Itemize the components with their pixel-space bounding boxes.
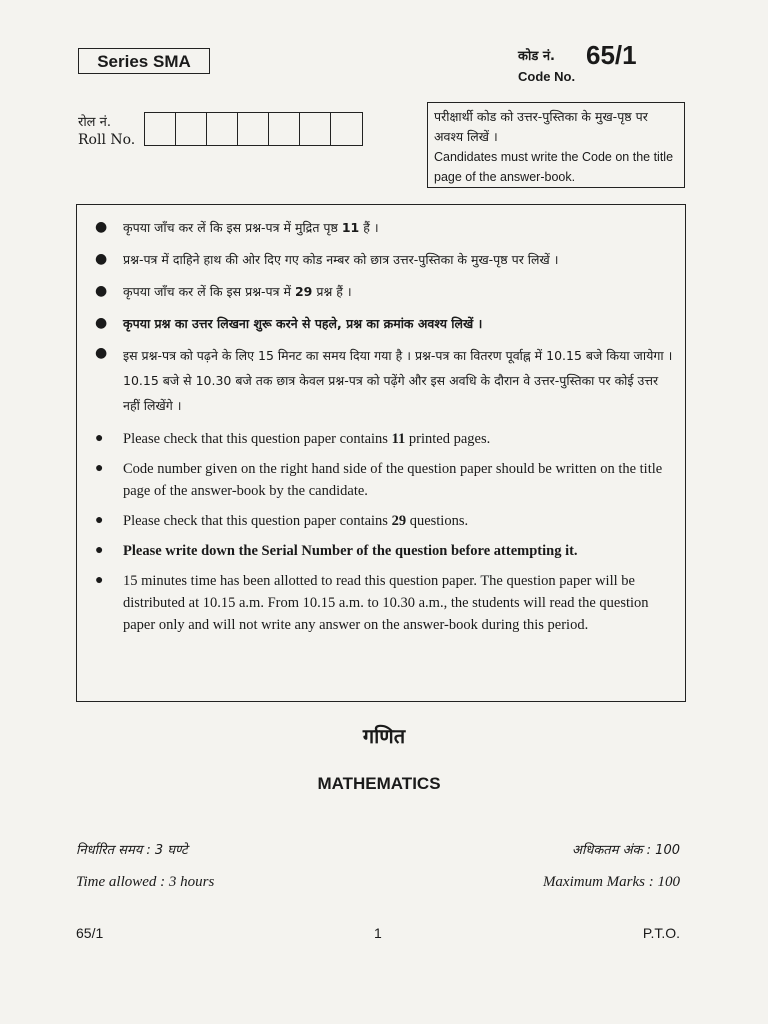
subject-title-hindi: गणित	[362, 724, 406, 748]
code-label-english: Code No.	[518, 69, 576, 84]
maximum-marks-english: Maximum Marks : 100	[542, 874, 680, 890]
candidate-code-note	[427, 102, 685, 188]
instruction-english-3: ● Please check that this question paper contains 29 questions.	[95, 510, 675, 532]
roll-digit-box[interactable]	[207, 113, 238, 145]
instruction-hindi-3: ● कृपया जाँच कर लें कि इस प्रश्न-पत्र में 29 प्रश्न हैं ।	[95, 277, 675, 309]
roll-digit-box[interactable]	[331, 113, 362, 145]
instruction-hindi-5: ● इस प्रश्न-पत्र को पढ़ने के लिए 15 मिनट का समय दिया गया है । प्रश्न-पत्र का वितरण पूर्वाह्न में 10.15 बजे किया जायेगा । 10.15 बजे से 10.30 बजे तक छात्र केवल प्रश्न-पत्र को पढ़ेंगे और इस अवधि के दौरान वे उत्तर-पुस्तिका पर कोई उत्तर नहीं लिखेंगे ।	[95, 341, 675, 418]
candidate-note-english: Candidates must write the Code on the title page of the answer-book.	[434, 150, 674, 184]
bullet-icon: ●	[95, 461, 104, 476]
bullet-icon: ●	[95, 283, 108, 299]
instruction-english-5: ● 15 minutes time has been allotted to read this question paper. The question paper will be distributed at 10.15 a.m. From 10.15 a.m. to 10.30 a.m., the students will read the question paper only and will not write any answer on the answer-book during this period.	[95, 570, 675, 636]
code-label-hindi: कोड नं.	[518, 49, 555, 64]
instruction-hindi-4: ● कृपया प्रश्न का उत्तर लिखना शुरू करने से पहले, प्रश्न का क्रमांक अवश्य लिखें ।	[95, 309, 675, 341]
pto-label: P.T.O.	[642, 925, 680, 941]
maximum-marks-hindi: अधिकतम अंक : 100	[572, 843, 680, 858]
roll-digit-box[interactable]	[300, 113, 331, 145]
instruction-english-4: ● Please write down the Serial Number of the question before attempting it.	[95, 540, 675, 562]
roll-label-hindi: रोल नं.	[78, 115, 111, 130]
bullet-icon: ●	[95, 431, 104, 446]
bullet-icon: ●	[95, 513, 104, 528]
roll-label-english: Roll No.	[78, 132, 136, 148]
instruction-hindi-1: ● कृपया जाँच कर लें कि इस प्रश्न-पत्र में मुद्रित पृष्ठ 11 हैं ।	[95, 213, 675, 245]
instruction-hindi-2: ● प्रश्न-पत्र में दाहिने हाथ की ओर दिए गए कोड नम्बर को छात्र उत्तर-पुस्तिका के मुख-पृष्ठ पर लिखें ।	[95, 245, 675, 277]
instructions-list	[95, 213, 675, 636]
bullet-icon: ●	[95, 315, 108, 331]
bullet-icon: ●	[95, 345, 108, 361]
roll-digit-box[interactable]	[176, 113, 207, 145]
roll-digit-box[interactable]	[145, 113, 176, 145]
roll-digit-box[interactable]	[238, 113, 269, 145]
instruction-english-1: ● Please check that this question paper contains 11 printed pages.	[95, 428, 675, 450]
bullet-icon: ●	[95, 251, 108, 267]
code-number: 65/1	[586, 40, 637, 70]
instruction-english-2: ● Code number given on the right hand side of the question paper should be written on the title page of the answer-book by the candidate.	[95, 458, 675, 502]
time-allowed-english: Time allowed : 3 hours	[76, 874, 215, 890]
footer-code: 65/1	[76, 925, 104, 941]
instructions-box	[76, 204, 686, 702]
page-number: 1	[374, 925, 382, 941]
bullet-icon: ●	[95, 219, 108, 235]
bullet-icon: ●	[95, 543, 104, 558]
time-allowed-hindi: निर्धारित समय : 3 घण्टे	[76, 843, 188, 858]
candidate-note-hindi: परीक्षार्थी कोड को उत्तर-पुस्तिका के मुख-पृष्ठ पर अवश्य लिखें ।	[434, 109, 648, 144]
series-label: Series SMA	[78, 48, 210, 74]
subject-title-english: MATHEMATICS	[317, 774, 441, 793]
roll-number-boxes[interactable]	[144, 112, 363, 146]
bullet-icon: ●	[95, 573, 104, 588]
roll-digit-box[interactable]	[269, 113, 300, 145]
